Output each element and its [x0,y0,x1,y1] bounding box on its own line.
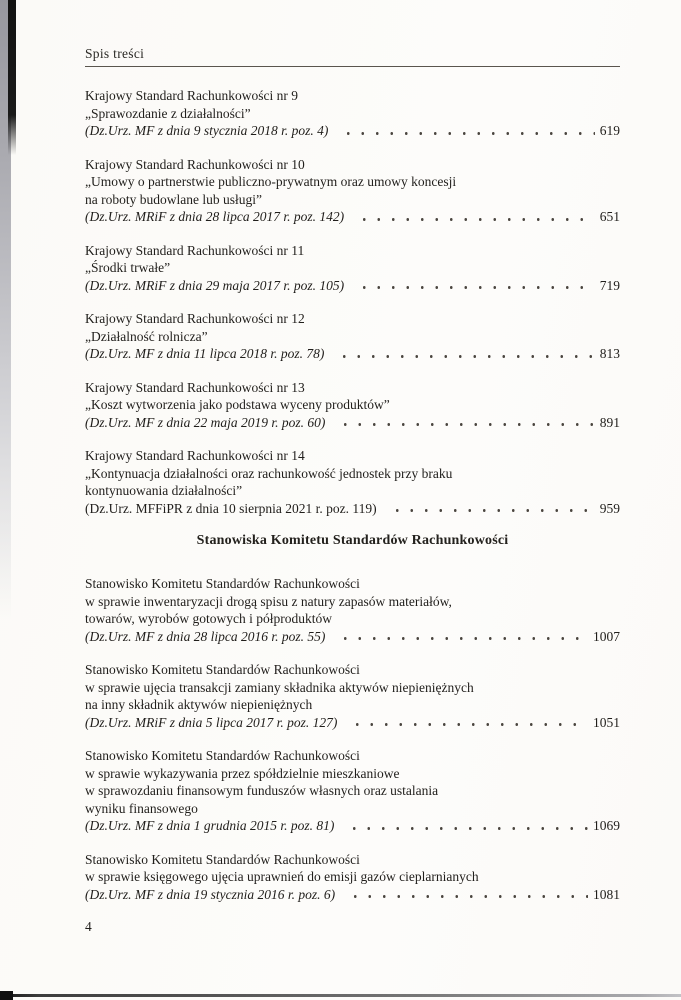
dot-leader [386,505,595,514]
dot-leader [343,823,588,832]
entry-page-number: 719 [599,277,620,293]
entry-page-number: 959 [599,500,620,516]
entry-title: Stanowisko Komitetu Standardów Rachunkowości [85,576,360,591]
entry-subtitle: na roboty budowlane lub usługi” [85,191,262,207]
toc-entry-ksr-11 [85,242,620,295]
entry-page-number: 891 [599,414,620,430]
entry-citation: (Dz.Urz. MF z dnia 11 lipca 2018 r. poz. 78) [85,346,325,361]
entry-subtitle: „Działalność rolnicza” [85,328,208,344]
entry-title: Stanowisko Komitetu Standardów Rachunkowości [85,662,360,677]
dot-leader [344,891,588,900]
entry-citation: (Dz.Urz. MF z dnia 1 grudnia 2015 r. poz. 81) [85,818,335,833]
entry-title: Krajowy Standard Rachunkowości nr 9 [85,88,298,103]
entry-title: Krajowy Standard Rachunkowości nr 10 [85,156,305,172]
toc-entry-stanowisko-1 [85,575,620,645]
entry-citation: (Dz.Urz. MFFiPR z dnia 10 sierpnia 2021 r. poz. 119) [85,500,377,516]
entry-citation: (Dz.Urz. MF z dnia 28 lipca 2016 r. poz. 55) [85,628,326,644]
entry-subtitle: „Koszt wytworzenia jako podstawa wyceny produktów” [85,397,390,412]
toc-entry-ksr-9 [85,87,620,140]
entry-title: Stanowisko Komitetu Standardów Rachunkowości [85,851,360,867]
entry-subtitle: w sprawozdaniu finansowym funduszów własnych oraz ustalania [85,783,439,798]
entry-subtitle: na inny składnik aktywów niepieniężnych [85,697,313,712]
dot-leader [353,282,595,291]
scan-bottom-stub [0,991,13,1000]
entry-subtitle: „Środki trwałe” [85,260,171,275]
page-content [85,46,620,935]
dot-leader [334,419,594,428]
entry-citation: (Dz.Urz. MRiF z dnia 5 lipca 2017 r. poz. 127) [85,714,338,730]
scan-binding-bar [8,0,16,155]
scan-bottom-line [0,994,681,997]
entry-subtitle: „Sprawozdanie z działalności” [85,105,251,121]
toc-entry-stanowisko-2 [85,661,620,731]
entry-citation: (Dz.Urz. MF z dnia 22 maja 2019 r. poz. 60) [85,414,326,430]
entry-subtitle: w sprawie ujęcia transakcji zamiany składnika aktywów niepieniężnych [85,679,474,695]
entry-title: Stanowisko Komitetu Standardów Rachunkowości [85,748,360,763]
entry-title: Krajowy Standard Rachunkowości nr 11 [85,242,305,258]
entry-citation: (Dz.Urz. MRiF z dnia 28 lipca 2017 r. poz. 142) [85,209,345,224]
entry-citation: (Dz.Urz. MF z dnia 19 stycznia 2016 r. poz. 6) [85,886,336,902]
entry-subtitle: kontynuowania działalności” [85,483,243,498]
entry-subtitle: towarów, wyrobów gotowych i półproduktów [85,611,332,626]
dot-leader [334,633,588,642]
entry-citation: (Dz.Urz. MF z dnia 9 stycznia 2018 r. poz. 4) [85,123,329,138]
dot-leader [353,214,595,223]
entry-title: Krajowy Standard Rachunkowości nr 14 [85,448,305,463]
footer-page-number: 4 [85,919,92,934]
toc-entry-ksr-12 [85,310,620,363]
entry-page-number: 651 [599,209,620,224]
entry-subtitle: w sprawie wykazywania przez spółdzielnie mieszkaniowe [85,765,400,781]
entry-subtitle: wyniku finansowego [85,800,198,816]
toc-entry-ksr-14 [85,447,620,517]
entry-page-number: 1051 [593,714,620,730]
entry-subtitle: w sprawie inwentaryzacji drogą spisu z natury zapasów materiałów, [85,593,452,609]
toc-entry-ksr-13 [85,379,620,432]
toc-list [85,87,620,903]
entry-page-number: 1081 [593,886,620,902]
entry-title: Krajowy Standard Rachunkowości nr 13 [85,379,305,395]
entry-subtitle: „Umowy o partnerstwie publiczno-prywatnym oraz umowy koncesji [85,174,457,189]
entry-citation: (Dz.Urz. MRiF z dnia 29 maja 2017 r. poz. 105) [85,277,345,293]
entry-page-number: 1069 [593,818,620,833]
toc-entry-stanowisko-4 [85,851,620,904]
entry-page-number: 813 [599,346,620,361]
entry-subtitle: w sprawie księgowego ujęcia uprawnień do emisji gazów cieplarnianych [85,869,479,884]
entry-title: Krajowy Standard Rachunkowości nr 12 [85,311,305,326]
entry-page-number: 1007 [593,628,620,644]
dot-leader [333,351,594,360]
toc-entry-ksr-10 [85,156,620,226]
page-header-title: Spis treści [85,46,620,67]
entry-page-number: 619 [599,123,620,138]
entry-subtitle: „Kontynuacja działalności oraz rachunkowość jednostek przy braku [85,465,453,481]
toc-entry-stanowisko-3 [85,747,620,835]
dot-leader [337,128,594,137]
dot-leader [346,719,588,728]
section-heading: Stanowiska Komitetu Standardów Rachunkowości [196,533,509,548]
